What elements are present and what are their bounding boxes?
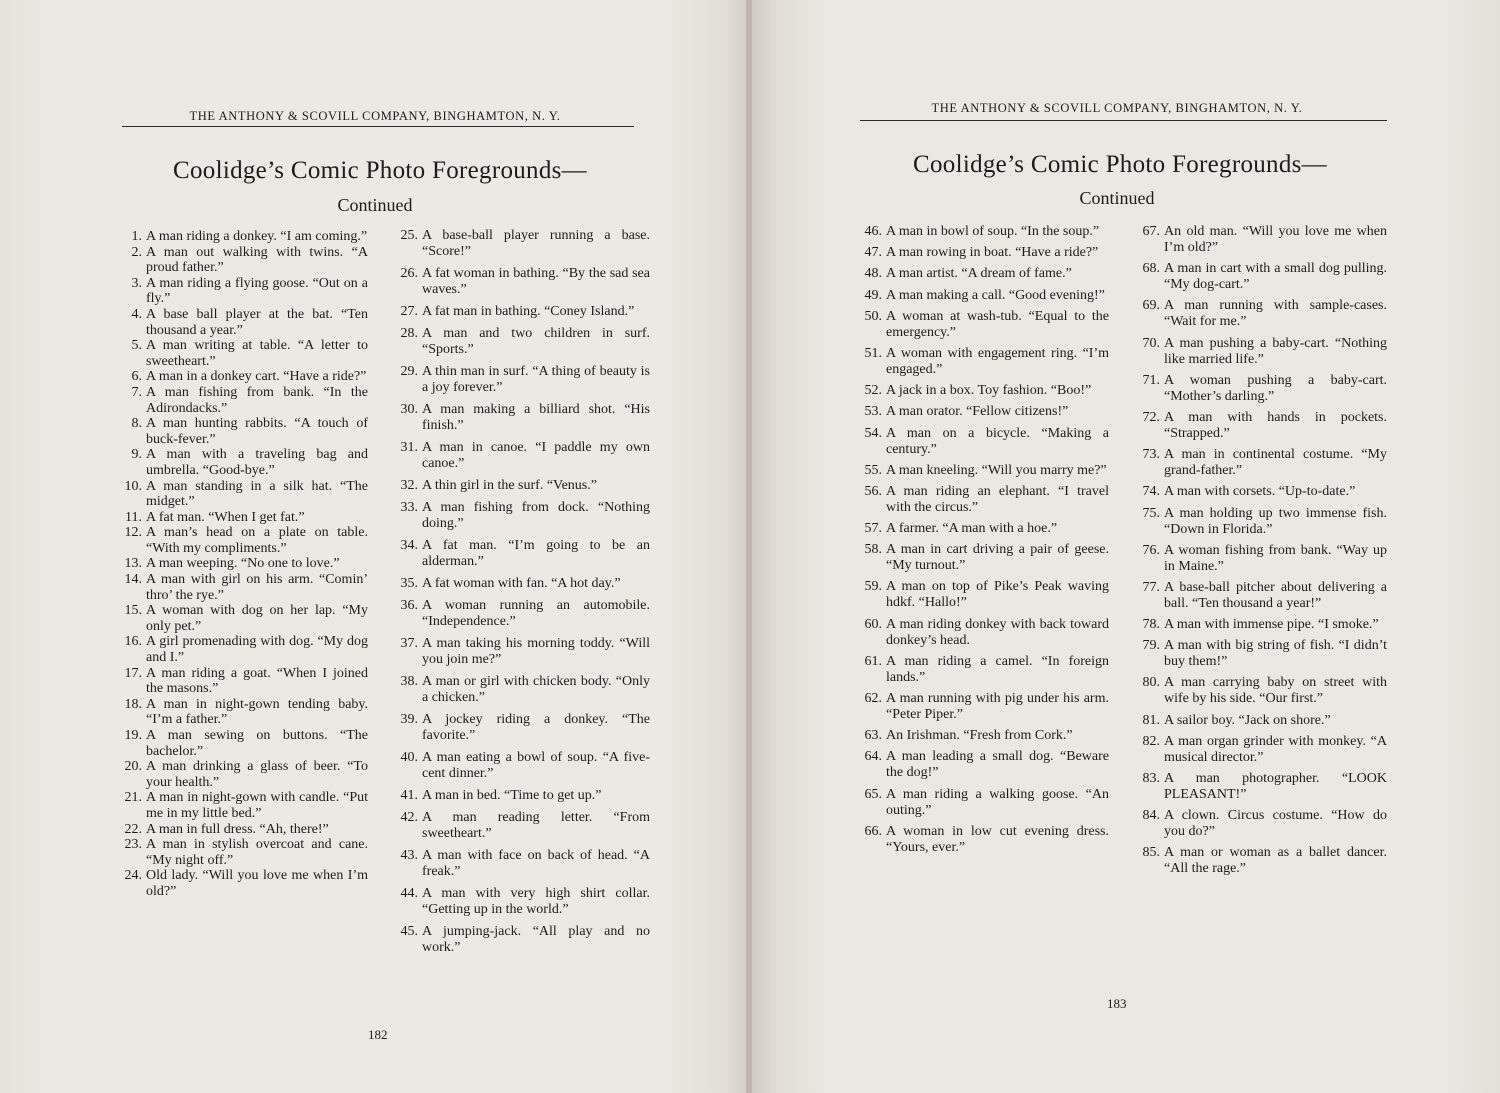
- list-item: [1144, 543, 1387, 575]
- item-number: 63.: [864, 728, 882, 744]
- item-number: 24.: [124, 868, 142, 884]
- list-item: [402, 636, 650, 668]
- item-number: 67.: [1142, 224, 1160, 239]
- list-item: [866, 579, 1109, 611]
- entries-column-4: [1144, 224, 1387, 883]
- list-item: [402, 788, 650, 804]
- list-item: [866, 484, 1109, 516]
- list-item: [126, 603, 368, 634]
- item-number: 61.: [864, 653, 882, 669]
- item-number: 23.: [124, 837, 142, 853]
- running-head: THE ANTHONY & SCOVILL COMPANY, BINGHAMTON, N. Y.: [189, 109, 561, 123]
- list-item: [866, 463, 1109, 479]
- item-number: 56.: [864, 483, 882, 499]
- item-text: A man sewing on buttons. “The bachelor.”: [146, 728, 368, 759]
- list-item: [402, 598, 650, 630]
- item-text: A man in continental costume. “My grand-father.”: [1164, 447, 1387, 479]
- list-item: [1144, 484, 1387, 500]
- list-item: [866, 691, 1109, 723]
- item-number: 5.: [131, 338, 142, 354]
- list-item: [1144, 447, 1387, 479]
- item-number: 76.: [1142, 542, 1160, 558]
- item-text: A fat woman in bathing. “By the sad sea waves.”: [422, 266, 650, 297]
- page-subtitle: Continued: [1079, 188, 1155, 208]
- item-number: 20.: [124, 759, 142, 775]
- item-number: 6.: [131, 369, 142, 385]
- list-item: [126, 790, 368, 821]
- list-item: [126, 572, 368, 603]
- item-number: 72.: [1142, 409, 1160, 425]
- item-number: 16.: [124, 634, 142, 650]
- list-item: [866, 521, 1109, 537]
- item-number: 62.: [864, 691, 882, 706]
- item-number: 10.: [124, 478, 142, 494]
- item-text: A man with girl on his arm. “Comin’ thro’ the rye.”: [146, 572, 368, 603]
- item-number: 31.: [400, 440, 418, 455]
- item-text: A jumping-jack. “All play and no work.”: [422, 924, 650, 955]
- item-number: 34.: [400, 538, 418, 553]
- item-text: A base ball player at the bat. “Ten thousand a year.”: [146, 306, 368, 338]
- list-item: [866, 346, 1109, 378]
- list-item: [866, 824, 1109, 856]
- item-text: A man with very high shirt collar. “Getting up in the world.”: [422, 886, 650, 917]
- item-text: A man kneeling. “Will you marry me?”: [886, 462, 1107, 478]
- item-text: A man running with pig under his arm. “Peter Piper.”: [886, 691, 1109, 722]
- list-item: [126, 510, 368, 526]
- item-text: A man weeping. “No one to love.”: [146, 556, 340, 572]
- item-text: A man taking his morning toddy. “Will you join me?”: [422, 636, 650, 667]
- list-item: [402, 576, 650, 592]
- item-text: A man riding donkey with back toward donkey’s head.: [886, 616, 1109, 648]
- item-number: 55.: [864, 462, 882, 478]
- item-number: 48.: [864, 266, 882, 282]
- item-text: A man on a bicycle. “Making a century.”: [886, 425, 1109, 457]
- item-text: A man running with sample-cases. “Wait for me.”: [1164, 298, 1387, 330]
- item-number: 85.: [1142, 845, 1160, 861]
- list-item: [402, 402, 650, 434]
- item-number: 81.: [1142, 712, 1160, 728]
- list-item: [1144, 261, 1387, 293]
- item-number: 3.: [131, 275, 142, 291]
- list-item: [1144, 638, 1387, 670]
- item-text: A man with corsets. “Up-to-date.”: [1164, 484, 1356, 500]
- list-item: [126, 525, 368, 556]
- item-number: 64.: [864, 749, 882, 765]
- item-text: A fat man. “When I get fat.”: [146, 509, 305, 525]
- item-number: 71.: [1142, 372, 1160, 388]
- item-text: A base-ball pitcher about delivering a ball. “Ten thousand a year!”: [1164, 579, 1387, 611]
- page-title: Coolidge’s Comic Photo Foregrounds—: [173, 157, 587, 184]
- list-item: [866, 383, 1109, 399]
- list-item: [866, 728, 1109, 744]
- list-item: [1144, 410, 1387, 442]
- item-number: 41.: [400, 788, 418, 803]
- item-text: A man with immense pipe. “I smoke.”: [1164, 617, 1379, 633]
- page-number: 182: [368, 1027, 388, 1042]
- list-item: [126, 697, 368, 728]
- item-number: 28.: [400, 326, 418, 341]
- page-title: Coolidge’s Comic Photo Foregrounds—: [913, 151, 1327, 178]
- page-subtitle: Continued: [337, 195, 413, 215]
- item-text: A man making a call. “Good evening!”: [886, 287, 1105, 303]
- list-item: [126, 728, 368, 759]
- item-text: A thin girl in the surf. “Venus.”: [422, 478, 597, 493]
- item-text: A jack in a box. Toy fashion. “Boo!”: [886, 383, 1092, 399]
- list-item: [402, 500, 650, 532]
- item-text: A woman running an automobile. “Independence.”: [422, 598, 650, 629]
- item-number: 27.: [400, 304, 418, 319]
- item-text: A man with hands in pockets. “Strapped.”: [1164, 409, 1387, 441]
- item-number: 14.: [124, 572, 142, 588]
- header-rule: [860, 120, 1387, 121]
- item-text: A girl promenading with dog. “My dog and I.”: [146, 634, 368, 666]
- item-text: An Irishman. “Fresh from Cork.”: [886, 728, 1073, 744]
- item-text: A man reading letter. “From sweetheart.”: [422, 810, 650, 841]
- item-number: 74.: [1142, 484, 1160, 500]
- list-item: [1144, 506, 1387, 538]
- item-number: 33.: [400, 500, 418, 515]
- item-number: 53.: [864, 404, 882, 420]
- list-item: [402, 674, 650, 706]
- list-item: [866, 309, 1109, 341]
- item-text: A woman at wash-tub. “Equal to the emergency.”: [886, 308, 1109, 340]
- item-text: A man carrying baby on street with wife by his side. “Our first.”: [1164, 675, 1387, 707]
- item-text: A man standing in a silk hat. “The midget.”: [146, 478, 368, 510]
- list-item: [126, 276, 368, 307]
- item-text: A man in canoe. “I paddle my own canoe.”: [422, 440, 650, 471]
- list-item: [402, 228, 650, 260]
- list-item: [866, 245, 1109, 261]
- item-number: 47.: [864, 245, 882, 261]
- item-number: 17.: [124, 665, 142, 681]
- item-text: A man riding a donkey. “I am coming.”: [146, 229, 368, 244]
- item-number: 77.: [1142, 579, 1160, 595]
- item-number: 13.: [124, 556, 142, 572]
- list-item: [402, 266, 650, 298]
- item-text: A woman pushing a baby-cart. “Mother’s darling.”: [1164, 372, 1387, 404]
- list-item: [1144, 734, 1387, 766]
- item-text: A man on top of Pike’s Peak waving hdkf. “Hallo!”: [886, 579, 1109, 611]
- entries-column-1: [126, 229, 368, 900]
- item-number: 58.: [864, 542, 882, 558]
- item-number: 54.: [864, 425, 882, 441]
- item-number: 57.: [864, 521, 882, 537]
- item-text: A man hunting rabbits. “A touch of buck-fever.”: [146, 416, 368, 447]
- list-item: [1144, 617, 1387, 633]
- item-number: 38.: [400, 674, 418, 689]
- item-text: A man leading a small dog. “Beware the dog!”: [886, 749, 1109, 781]
- item-text: A fat man. “I’m going to be an alderman.”: [422, 538, 650, 569]
- item-number: 11.: [125, 509, 142, 525]
- list-item: [126, 666, 368, 697]
- item-number: 75.: [1142, 505, 1160, 521]
- item-number: 73.: [1142, 447, 1160, 463]
- list-item: [126, 868, 368, 899]
- item-text: A man in cart driving a pair of geese. “My turnout.”: [886, 542, 1109, 574]
- list-item: [1144, 808, 1387, 840]
- list-item: [866, 266, 1109, 282]
- list-item: [126, 759, 368, 790]
- left-page: [0, 0, 748, 1093]
- item-number: 12.: [124, 525, 142, 541]
- item-text: A man in bowl of soup. “In the soup.”: [886, 224, 1100, 239]
- item-number: 26.: [400, 266, 418, 281]
- item-text: A fat man in bathing. “Coney Island.”: [422, 304, 635, 319]
- item-text: A fat woman with fan. “A hot day.”: [422, 576, 621, 591]
- list-item: [126, 385, 368, 416]
- header-rule: [122, 126, 634, 127]
- list-item: [126, 479, 368, 510]
- item-text: A jockey riding a donkey. “The favorite.”: [422, 712, 650, 743]
- list-item: [1144, 298, 1387, 330]
- list-item: [402, 304, 650, 320]
- item-number: 78.: [1142, 617, 1160, 633]
- item-number: 7.: [131, 384, 142, 400]
- item-number: 2.: [131, 244, 142, 260]
- list-item: [126, 822, 368, 838]
- item-text: A man photographer. “LOOK PLEASANT!”: [1164, 771, 1387, 802]
- item-number: 36.: [400, 598, 418, 613]
- item-number: 21.: [124, 790, 142, 806]
- list-item: [402, 886, 650, 918]
- item-text: A man in cart with a small dog pulling. “My dog-cart.”: [1164, 261, 1387, 293]
- item-text: A man organ grinder with monkey. “A musical director.”: [1164, 733, 1387, 765]
- item-number: 45.: [400, 924, 418, 939]
- list-item: [402, 538, 650, 570]
- list-item: [402, 364, 650, 396]
- item-text: A man riding an elephant. “I travel with the circus.”: [886, 483, 1109, 515]
- item-text: A man eating a bowl of soup. “A five-cent dinner.”: [422, 750, 650, 781]
- item-text: A man or woman as a ballet dancer. “All the rage.”: [1164, 845, 1387, 877]
- item-text: A man’s head on a plate on table. “With my compliments.”: [146, 525, 368, 556]
- running-head: THE ANTHONY & SCOVILL COMPANY, BINGHAMTON, N. Y.: [931, 101, 1303, 115]
- item-number: 51.: [864, 345, 882, 361]
- item-text: A man fishing from dock. “Nothing doing.”: [422, 500, 650, 531]
- list-item: [126, 837, 368, 868]
- item-text: Old lady. “Will you love me when I’m old?”: [146, 868, 368, 899]
- list-item: [1144, 580, 1387, 612]
- item-text: A man in a donkey cart. “Have a ride?”: [146, 369, 367, 385]
- list-item: [402, 810, 650, 842]
- item-text: A thin man in surf. “A thing of beauty is a joy forever.”: [422, 364, 650, 395]
- list-item: [866, 654, 1109, 686]
- list-item: [126, 245, 368, 276]
- item-text: A woman fishing from bank. “Way up in Maine.”: [1164, 542, 1387, 574]
- list-item: [126, 229, 368, 245]
- item-number: 80.: [1142, 675, 1160, 691]
- item-number: 43.: [400, 848, 418, 863]
- item-number: 49.: [864, 287, 882, 303]
- item-text: A woman in low cut evening dress. “Yours, ever.”: [886, 823, 1109, 855]
- item-number: 39.: [400, 712, 418, 727]
- right-page: [752, 0, 1500, 1093]
- list-item: [402, 478, 650, 494]
- list-item: [1144, 713, 1387, 729]
- item-number: 79.: [1142, 638, 1160, 654]
- list-item: [866, 224, 1109, 240]
- entries-column-2: [402, 228, 650, 962]
- item-number: 19.: [124, 728, 142, 743]
- item-number: 9.: [131, 447, 142, 463]
- item-number: 70.: [1142, 335, 1160, 351]
- list-item: [866, 426, 1109, 458]
- item-number: 65.: [864, 786, 882, 802]
- item-text: A man and two children in surf. “Sports.”: [422, 326, 650, 357]
- item-number: 59.: [864, 579, 882, 595]
- item-number: 83.: [1142, 771, 1160, 786]
- list-item: [1144, 373, 1387, 405]
- list-item: [866, 542, 1109, 574]
- list-item: [126, 416, 368, 447]
- item-text: A man writing at table. “A letter to sweetheart.”: [146, 338, 368, 369]
- list-item: [402, 326, 650, 358]
- item-number: 29.: [400, 364, 418, 379]
- item-text: A base-ball player running a base. “Score!”: [422, 228, 650, 259]
- item-text: A man orator. “Fellow citizens!”: [886, 404, 1069, 420]
- list-item: [1144, 336, 1387, 368]
- item-number: 46.: [864, 224, 882, 239]
- list-item: [866, 787, 1109, 819]
- item-number: 42.: [400, 810, 418, 825]
- item-text: A man drinking a glass of beer. “To your health.”: [146, 759, 368, 790]
- list-item: [126, 447, 368, 478]
- item-number: 1.: [131, 229, 142, 244]
- item-number: 66.: [864, 823, 882, 839]
- list-item: [866, 749, 1109, 781]
- list-item: [402, 712, 650, 744]
- item-text: A woman with dog on her lap. “My only pet.”: [146, 603, 368, 634]
- entries-column-3: [866, 224, 1109, 861]
- item-number: 68.: [1142, 261, 1160, 277]
- item-text: A man holding up two immense fish. “Down in Florida.”: [1164, 505, 1387, 537]
- list-item: [126, 369, 368, 385]
- page-number: 183: [1107, 996, 1127, 1011]
- list-item: [866, 617, 1109, 649]
- item-number: 69.: [1142, 298, 1160, 314]
- item-number: 40.: [400, 750, 418, 765]
- item-text: A man with face on back of head. “A freak.”: [422, 848, 650, 879]
- item-text: An old man. “Will you love me when I’m old?”: [1164, 224, 1387, 255]
- item-number: 84.: [1142, 808, 1160, 824]
- item-text: A man fishing from bank. “In the Adirondacks.”: [146, 384, 368, 416]
- list-item: [402, 440, 650, 472]
- item-text: A man making a billiard shot. “His finish.”: [422, 402, 650, 433]
- item-number: 50.: [864, 308, 882, 324]
- item-number: 18.: [124, 696, 142, 712]
- list-item: [402, 924, 650, 956]
- item-text: A man in stylish overcoat and cane. “My night off.”: [146, 837, 368, 868]
- item-text: A farmer. “A man with a hoe.”: [886, 521, 1058, 537]
- item-number: 35.: [400, 576, 418, 591]
- list-item: [402, 848, 650, 880]
- item-text: A man rowing in boat. “Have a ride?”: [886, 245, 1099, 261]
- list-item: [866, 288, 1109, 304]
- item-text: A man with big string of fish. “I didn’t buy them!”: [1164, 638, 1387, 670]
- item-text: A man out walking with twins. “A proud father.”: [146, 244, 368, 276]
- list-item: [1144, 845, 1387, 877]
- item-text: A man in night-gown with candle. “Put me in my little bed.”: [146, 790, 368, 821]
- item-number: 52.: [864, 383, 882, 399]
- item-text: A man riding a camel. “In foreign lands.”: [886, 653, 1109, 685]
- item-number: 37.: [400, 636, 418, 651]
- item-number: 82.: [1142, 733, 1160, 749]
- item-text: A man in full dress. “Ah, there!”: [146, 821, 329, 837]
- item-text: A man or girl with chicken body. “Only a chicken.”: [422, 674, 650, 705]
- list-item: [126, 307, 368, 338]
- list-item: [126, 634, 368, 665]
- item-text: A sailor boy. “Jack on shore.”: [1164, 712, 1331, 728]
- item-number: 30.: [400, 402, 418, 417]
- item-text: A man riding a flying goose. “Out on a fly.”: [146, 275, 368, 307]
- item-text: A man riding a walking goose. “An outing.”: [886, 786, 1109, 818]
- list-item: [402, 750, 650, 782]
- item-number: 15.: [124, 603, 142, 619]
- list-item: [126, 338, 368, 369]
- item-text: A man in bed. “Time to get up.”: [422, 788, 602, 803]
- list-item: [1144, 224, 1387, 256]
- item-number: 60.: [864, 616, 882, 632]
- item-number: 22.: [124, 821, 142, 837]
- list-item: [1144, 675, 1387, 707]
- item-text: A man riding a goat. “When I joined the masons.”: [146, 665, 368, 697]
- item-number: 4.: [131, 306, 142, 322]
- item-text: A woman with engagement ring. “I’m engaged.”: [886, 345, 1109, 377]
- item-number: 8.: [131, 416, 142, 432]
- item-text: A man in night-gown tending baby. “I’m a father.”: [146, 696, 368, 728]
- item-text: A man artist. “A dream of fame.”: [886, 266, 1072, 282]
- list-item: [1144, 771, 1387, 803]
- item-number: 25.: [400, 228, 418, 243]
- item-text: A clown. Circus costume. “How do you do?”: [1164, 808, 1387, 840]
- item-text: A man with a traveling bag and umbrella. “Good-bye.”: [146, 447, 368, 478]
- item-number: 44.: [400, 886, 418, 901]
- list-item: [866, 404, 1109, 420]
- list-item: [126, 556, 368, 572]
- item-text: A man pushing a baby-cart. “Nothing like married life.”: [1164, 335, 1387, 367]
- item-number: 32.: [400, 478, 418, 493]
